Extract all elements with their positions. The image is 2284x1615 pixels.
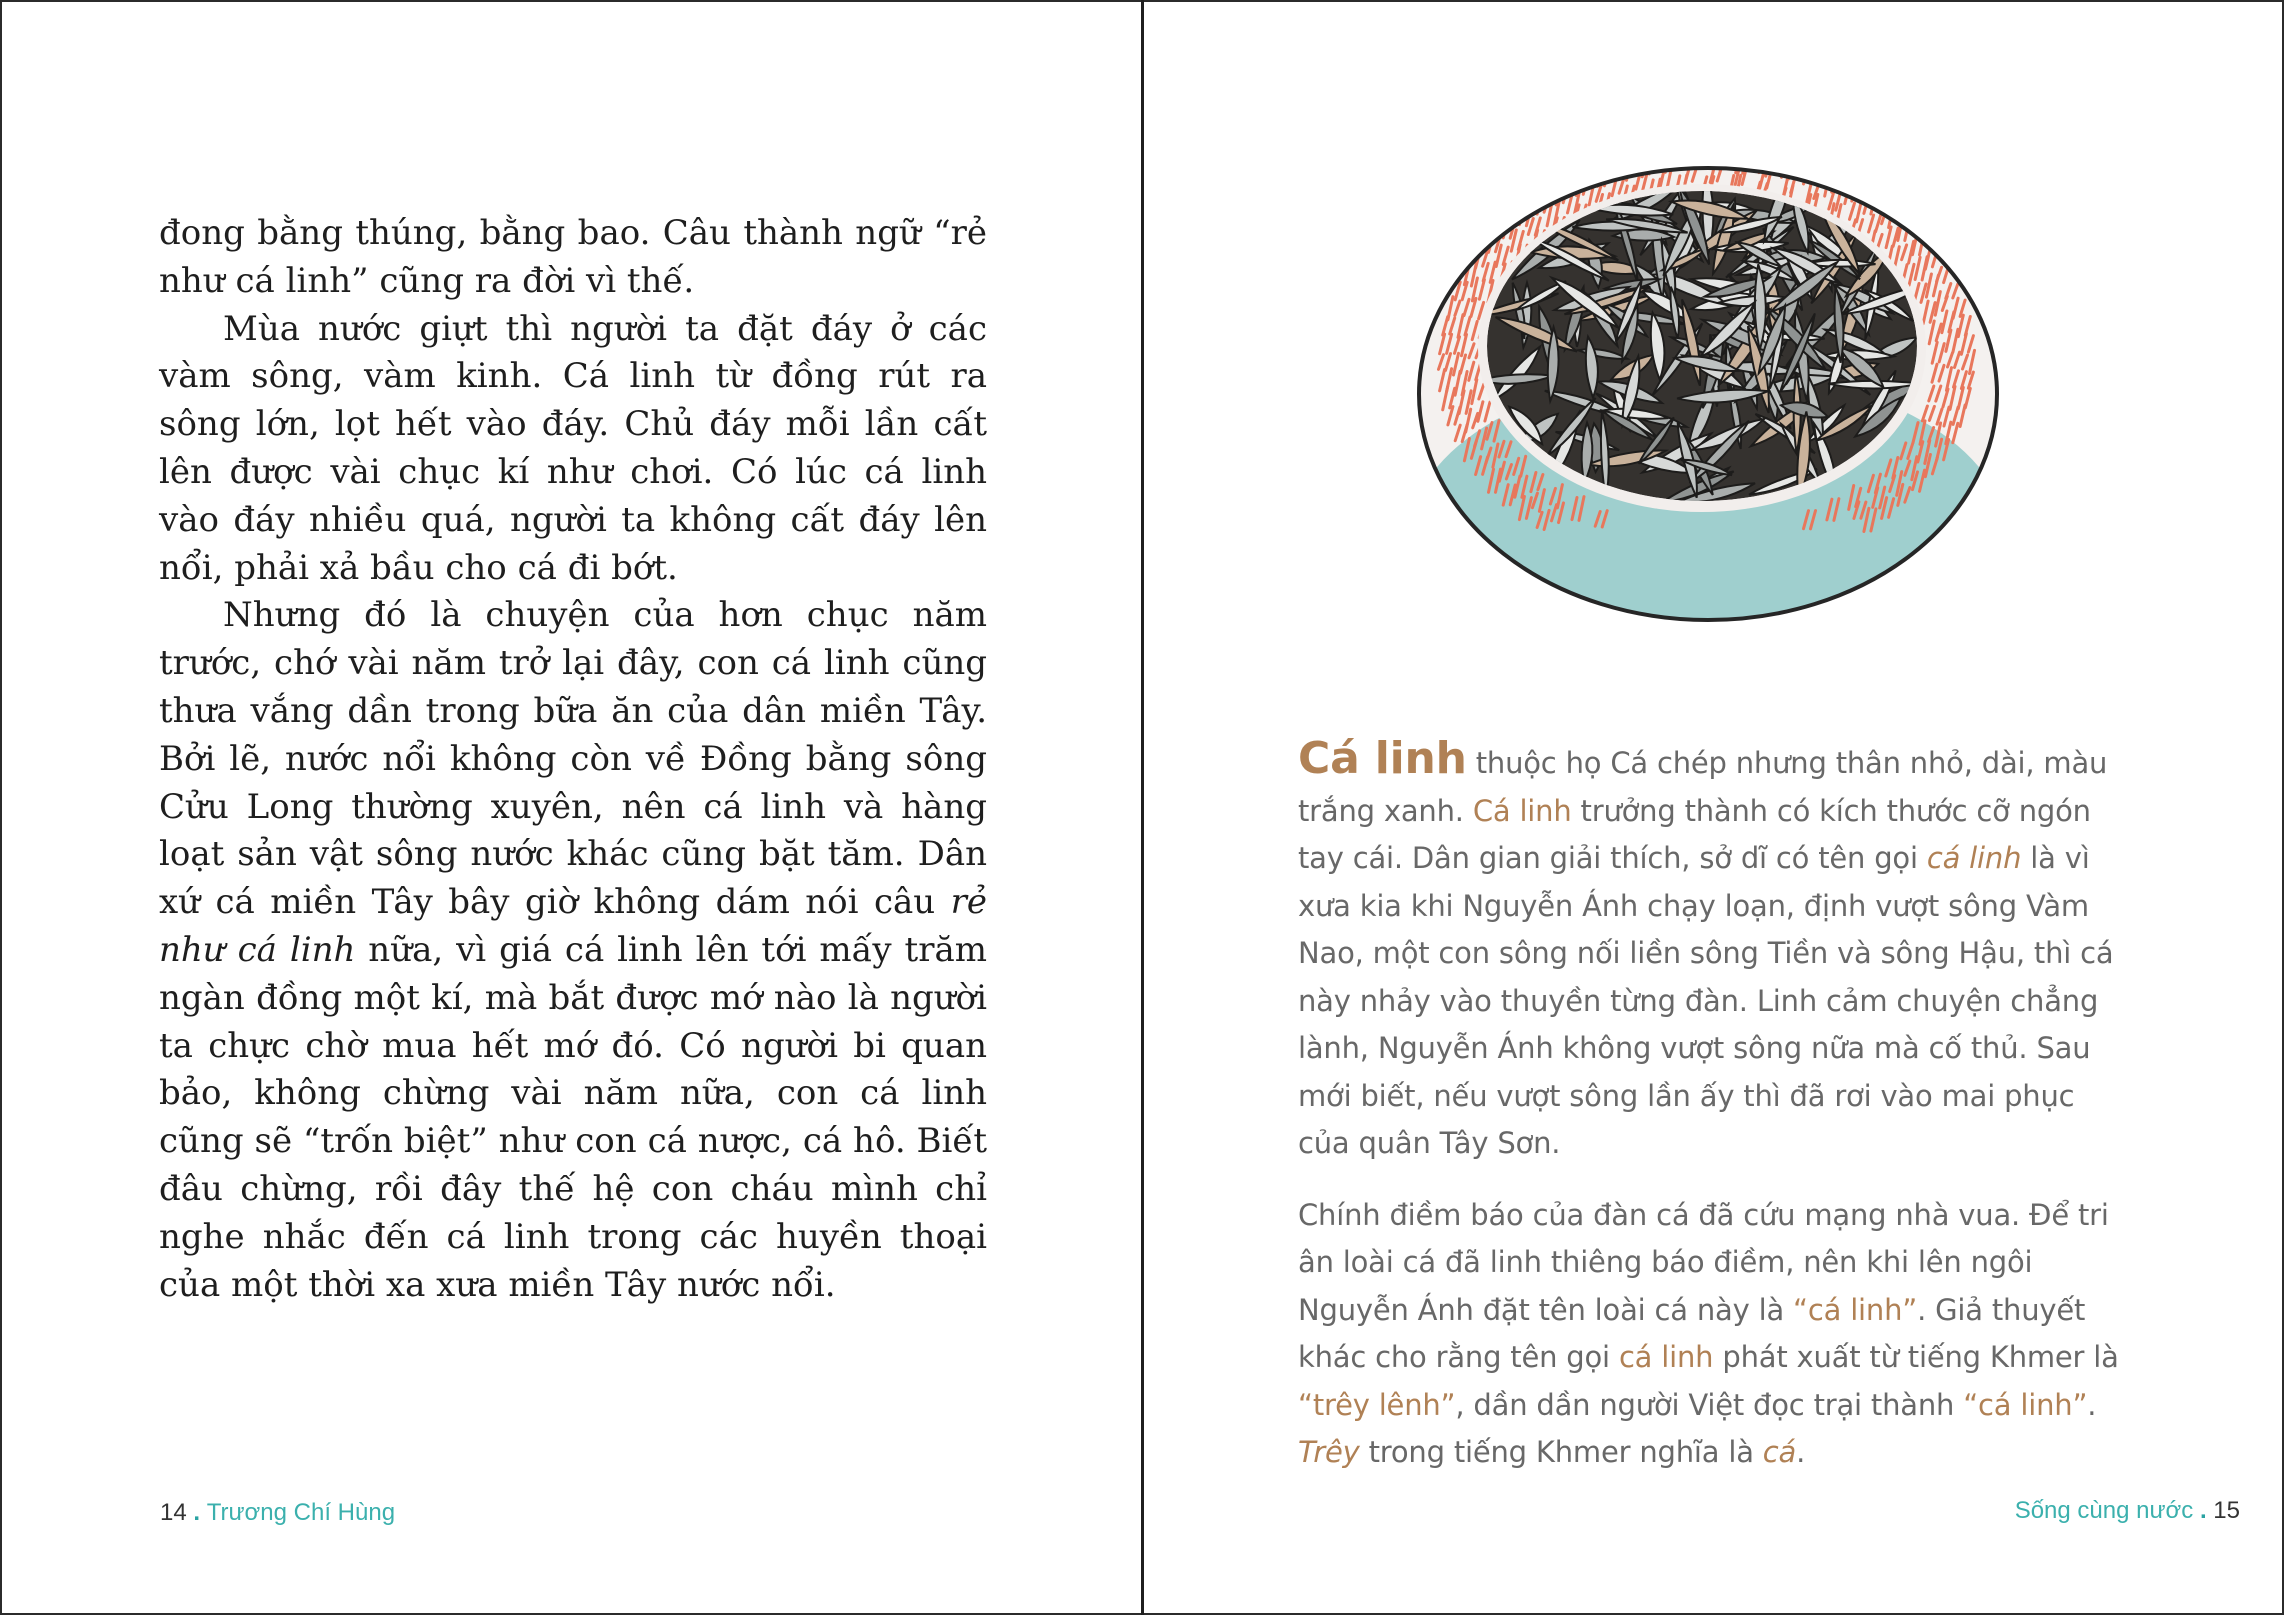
text-segment: phát xuất từ tiếng Khmer là — [1713, 1340, 2119, 1374]
highlight-term: Cá linh — [1472, 793, 1572, 828]
text-segment: thuộc họ Cá chép nhưng thân nhỏ, dài, màu trắng xanh. — [1298, 746, 2108, 828]
highlight-term: “trêy lênh” — [1298, 1387, 1456, 1422]
text-segment: trong tiếng Khmer nghĩa là — [1359, 1435, 1763, 1469]
book-running-head: Sống cùng nước — [2014, 1497, 2194, 1524]
fish-bowl-illustration — [1408, 120, 2008, 694]
paragraph-3 — [159, 592, 987, 1309]
sidebar-lead-term: Cá linh — [1298, 733, 1467, 784]
text-segment: Mùa nước giựt thì người ta đặt đáy ở các vàm sông, vàm kinh. Cá linh từ đồng rút ra sông lớn, lọt hết vào đáy. Chủ đáy mỗi lần cất lên được vài chục kí như chơi. Có lúc cá linh vào đáy nhiều quá, người ta không cất đáy lên nổi, phải xả bầu cho cá đi bớt. — [159, 308, 987, 588]
text-segment: . — [2087, 1387, 2097, 1422]
text-segment: . Giả thuyết khác cho rằng tên gọi — [1298, 1292, 2086, 1374]
text-segment: nữa, vì giá cá linh lên tới mấy trăm ngàn đồng một kí, mà bắt được mớ nào là người ta chực chờ mua hết mớ đó. Có người bi quan bảo, không chừng vài năm nữa, con cá linh cũng sẽ “trốn biệt” như con cá nược, cá hô. Biết đâu chừng, rồi đây thế hệ con cháu mình chỉ nghe nhắc đến cá linh trong các huyền thoại của một thời xa xưa miền Tây nước nổi. — [159, 929, 987, 1305]
text-segment: đong bằng thúng, bằng bao. Câu thành ngữ “rẻ như cá linh” cũng ra đời vì thế. — [159, 213, 987, 301]
highlight-term: cá linh — [1618, 1340, 1714, 1374]
highlight-term: “cá linh” — [1793, 1292, 1918, 1327]
page-number: 14 — [160, 1499, 187, 1526]
text-segment: , dần dần người Việt đọc trại thành — [1455, 1387, 1964, 1422]
right-footer — [2015, 1497, 2240, 1525]
highlight-term: cá — [1762, 1435, 1797, 1469]
text-segment: là vì xưa kia khi Nguyễn Ánh chạy loạn, định vượt sông Vàm Nao, một con sông nối liền sông Tiền và sông Hậu, thì cá này nhảy vào thuyền từng đàn. Linh cảm chuyện chẳng lành, Nguyễn Ánh không vượt sông nữa mà cố thủ. Sau mới biết, nếu vượt sông lần ấy thì đã rơi vào mai phục của quân Tây Sơn. — [1298, 841, 2114, 1160]
text-segment: Chính điềm báo của đàn cá đã cứu mạng nhà vua. Để tri ân loài cá đã linh thiêng báo điềm, nên khi lên ngôi Nguyễn Ánh đặt tên loài cá này là — [1298, 1197, 2109, 1327]
footer-separator: . — [193, 1499, 201, 1526]
author-running-head: Trương Chí Hùng — [206, 1499, 396, 1526]
text-segment: trưởng thành có kích thước cỡ ngón tay cái. Dân gian giải thích, sở dĩ có tên gọi — [1298, 793, 2091, 875]
highlight-term: Trêy — [1298, 1435, 1360, 1469]
sidebar-paragraph-2 — [1298, 1192, 2128, 1477]
info-sidebar — [1298, 735, 2128, 1477]
text-segment: . — [1796, 1435, 1806, 1469]
main-text-column — [159, 210, 987, 1309]
highlight-term: “cá linh” — [1963, 1387, 2088, 1422]
italic-phrase: rẻ như cá linh — [159, 882, 987, 970]
page-number: 15 — [2213, 1497, 2240, 1524]
book-gutter — [1141, 0, 1144, 1615]
sidebar-paragraph-1 — [1298, 735, 2128, 1168]
paragraph-1 — [159, 210, 987, 306]
paragraph-2 — [159, 306, 987, 593]
text-segment: Nhưng đó là chuyện của hơn chục năm trước, chớ vài năm trở lại đây, con cá linh cũng thưa vắng dần trong bữa ăn của dân miền Tây. Bởi lẽ, nước nổi không còn về Đồng bằng sông Cửu Long thường xuyên, nên cá linh và hàng loạt sản vật sông nước khác cũng bặt tăm. Dân xứ cá miền Tây bây giờ không dám nói câu — [159, 595, 987, 923]
left-footer — [160, 1499, 395, 1527]
highlight-term: cá linh — [1926, 841, 2022, 875]
footer-separator: . — [2199, 1497, 2207, 1524]
